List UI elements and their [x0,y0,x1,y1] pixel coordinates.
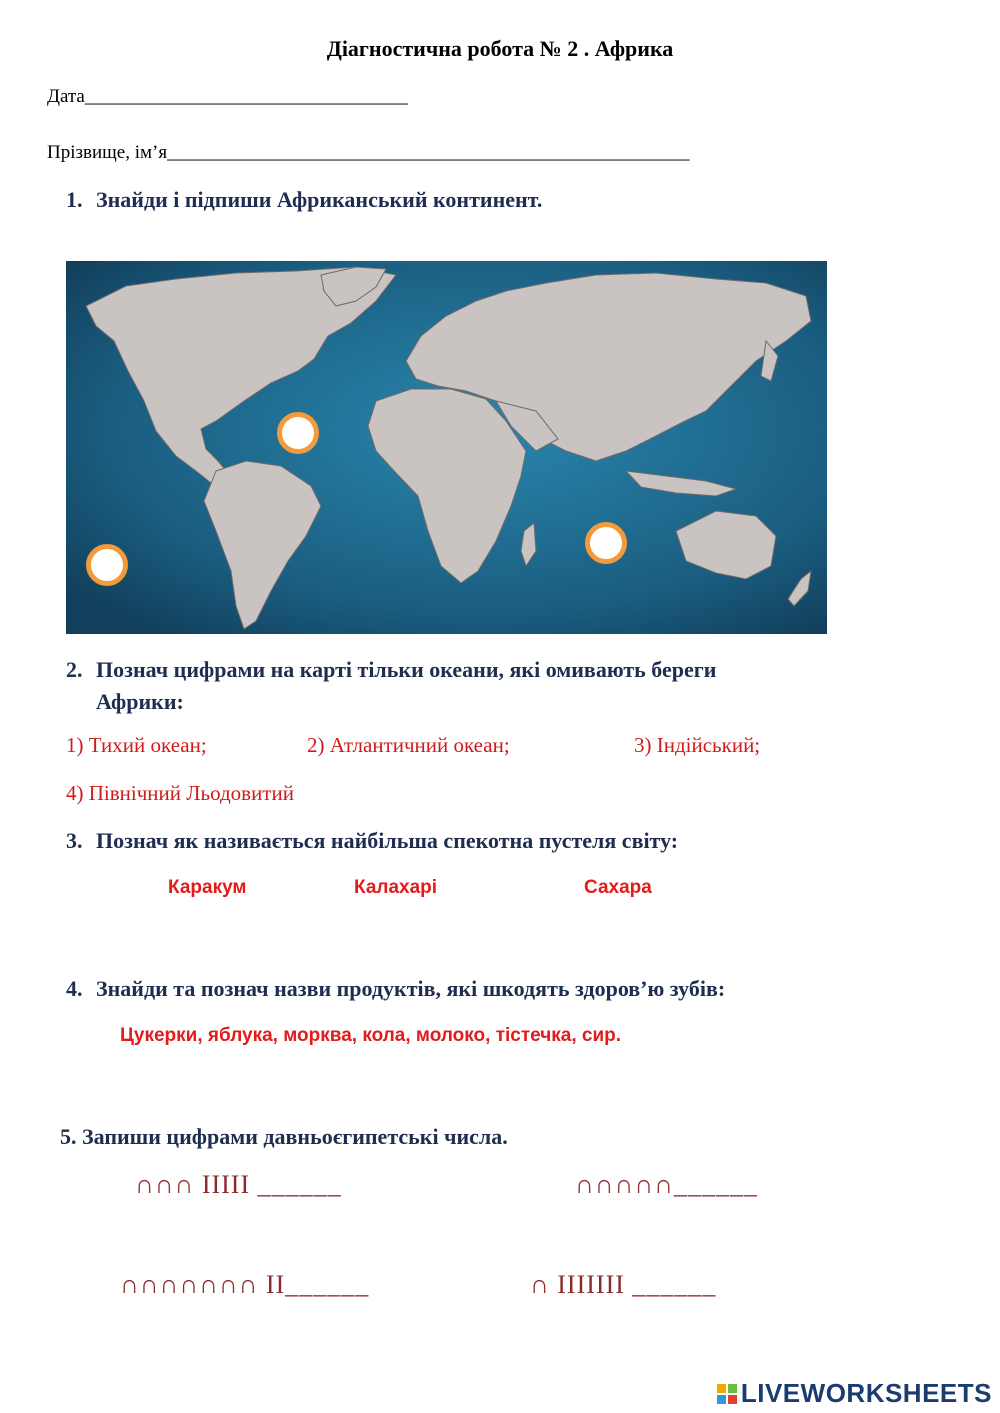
ocean-label-circle-indian[interactable] [585,522,627,564]
question-4-number: 4. [66,976,83,1001]
question-4 [66,976,725,1002]
ocean-label-circle-pacific[interactable] [86,544,128,586]
question-2-text: Познач цифрами на карті тільки океани, які омивають береги [96,657,717,682]
egyptian-number-1 [135,1170,342,1200]
answer-blank-1[interactable]: ______ [250,1170,342,1199]
egyptian-glyphs-1: ∩∩∩ IIIII [135,1170,251,1199]
world-map-image [66,261,827,634]
desert-option-3[interactable]: Сахара [584,877,652,898]
products-list[interactable]: Цукерки, яблука, морква, кола, молоко, тістечка, сир. [120,1025,622,1046]
desert-option-1[interactable]: Каракум [168,877,247,898]
question-5-text: Запиши цифрами давньоєгипетські числа. [82,1124,508,1149]
egyptian-glyphs-3: ∩∩∩∩∩∩∩ II [120,1270,286,1299]
egyptian-number-2 [575,1170,758,1200]
egyptian-glyphs-4: ∩ IIIIIII [530,1270,625,1299]
question-5-number: 5. [60,1124,77,1149]
egyptian-glyphs-2: ∩∩∩∩∩ [575,1170,674,1199]
question-1-text: Знайди і підпиши Африканський континент. [96,187,543,212]
question-3 [66,828,678,854]
ocean-option-1[interactable]: 1) Тихий океан; [66,733,207,757]
liveworksheets-logo [717,1378,992,1409]
answer-blank-4[interactable]: ______ [624,1270,717,1299]
answer-blank-3[interactable]: ______ [285,1270,370,1299]
question-2-number: 2. [66,657,83,682]
question-1-number: 1. [66,187,83,212]
egyptian-number-4 [530,1270,716,1300]
question-3-text: Познач як називається найбільша спекотна пустеля світу: [96,828,679,853]
question-1 [66,187,542,213]
ocean-label-circle-atlantic[interactable] [277,412,319,454]
logo-text: LIVEWORKSHEETS [740,1378,992,1408]
egyptian-number-3 [120,1270,369,1300]
date-field[interactable]: Дата__________________________________ [47,86,408,107]
name-field[interactable]: Прізвище, ім’я_______________________________________________________ [47,142,690,163]
desert-option-2[interactable]: Калахарі [354,877,438,898]
answer-blank-2[interactable]: ______ [673,1170,758,1199]
question-3-number: 3. [66,828,83,853]
logo-icon [717,1384,737,1404]
question-4-text: Знайди та познач назви продуктів, які шкодять здоров’ю зубів: [96,976,726,1001]
ocean-option-4[interactable]: 4) Північний Льодовитий [66,781,294,805]
world-map [66,261,827,634]
question-2-text-cont: Африки: [96,689,184,714]
page-title: Діагностична робота № 2 . Африка [326,36,674,61]
question-5 [60,1124,508,1150]
ocean-option-3[interactable]: 3) Індійський; [634,733,761,757]
ocean-option-2[interactable]: 2) Атлантичний океан; [307,733,510,757]
question-2 [66,654,716,718]
